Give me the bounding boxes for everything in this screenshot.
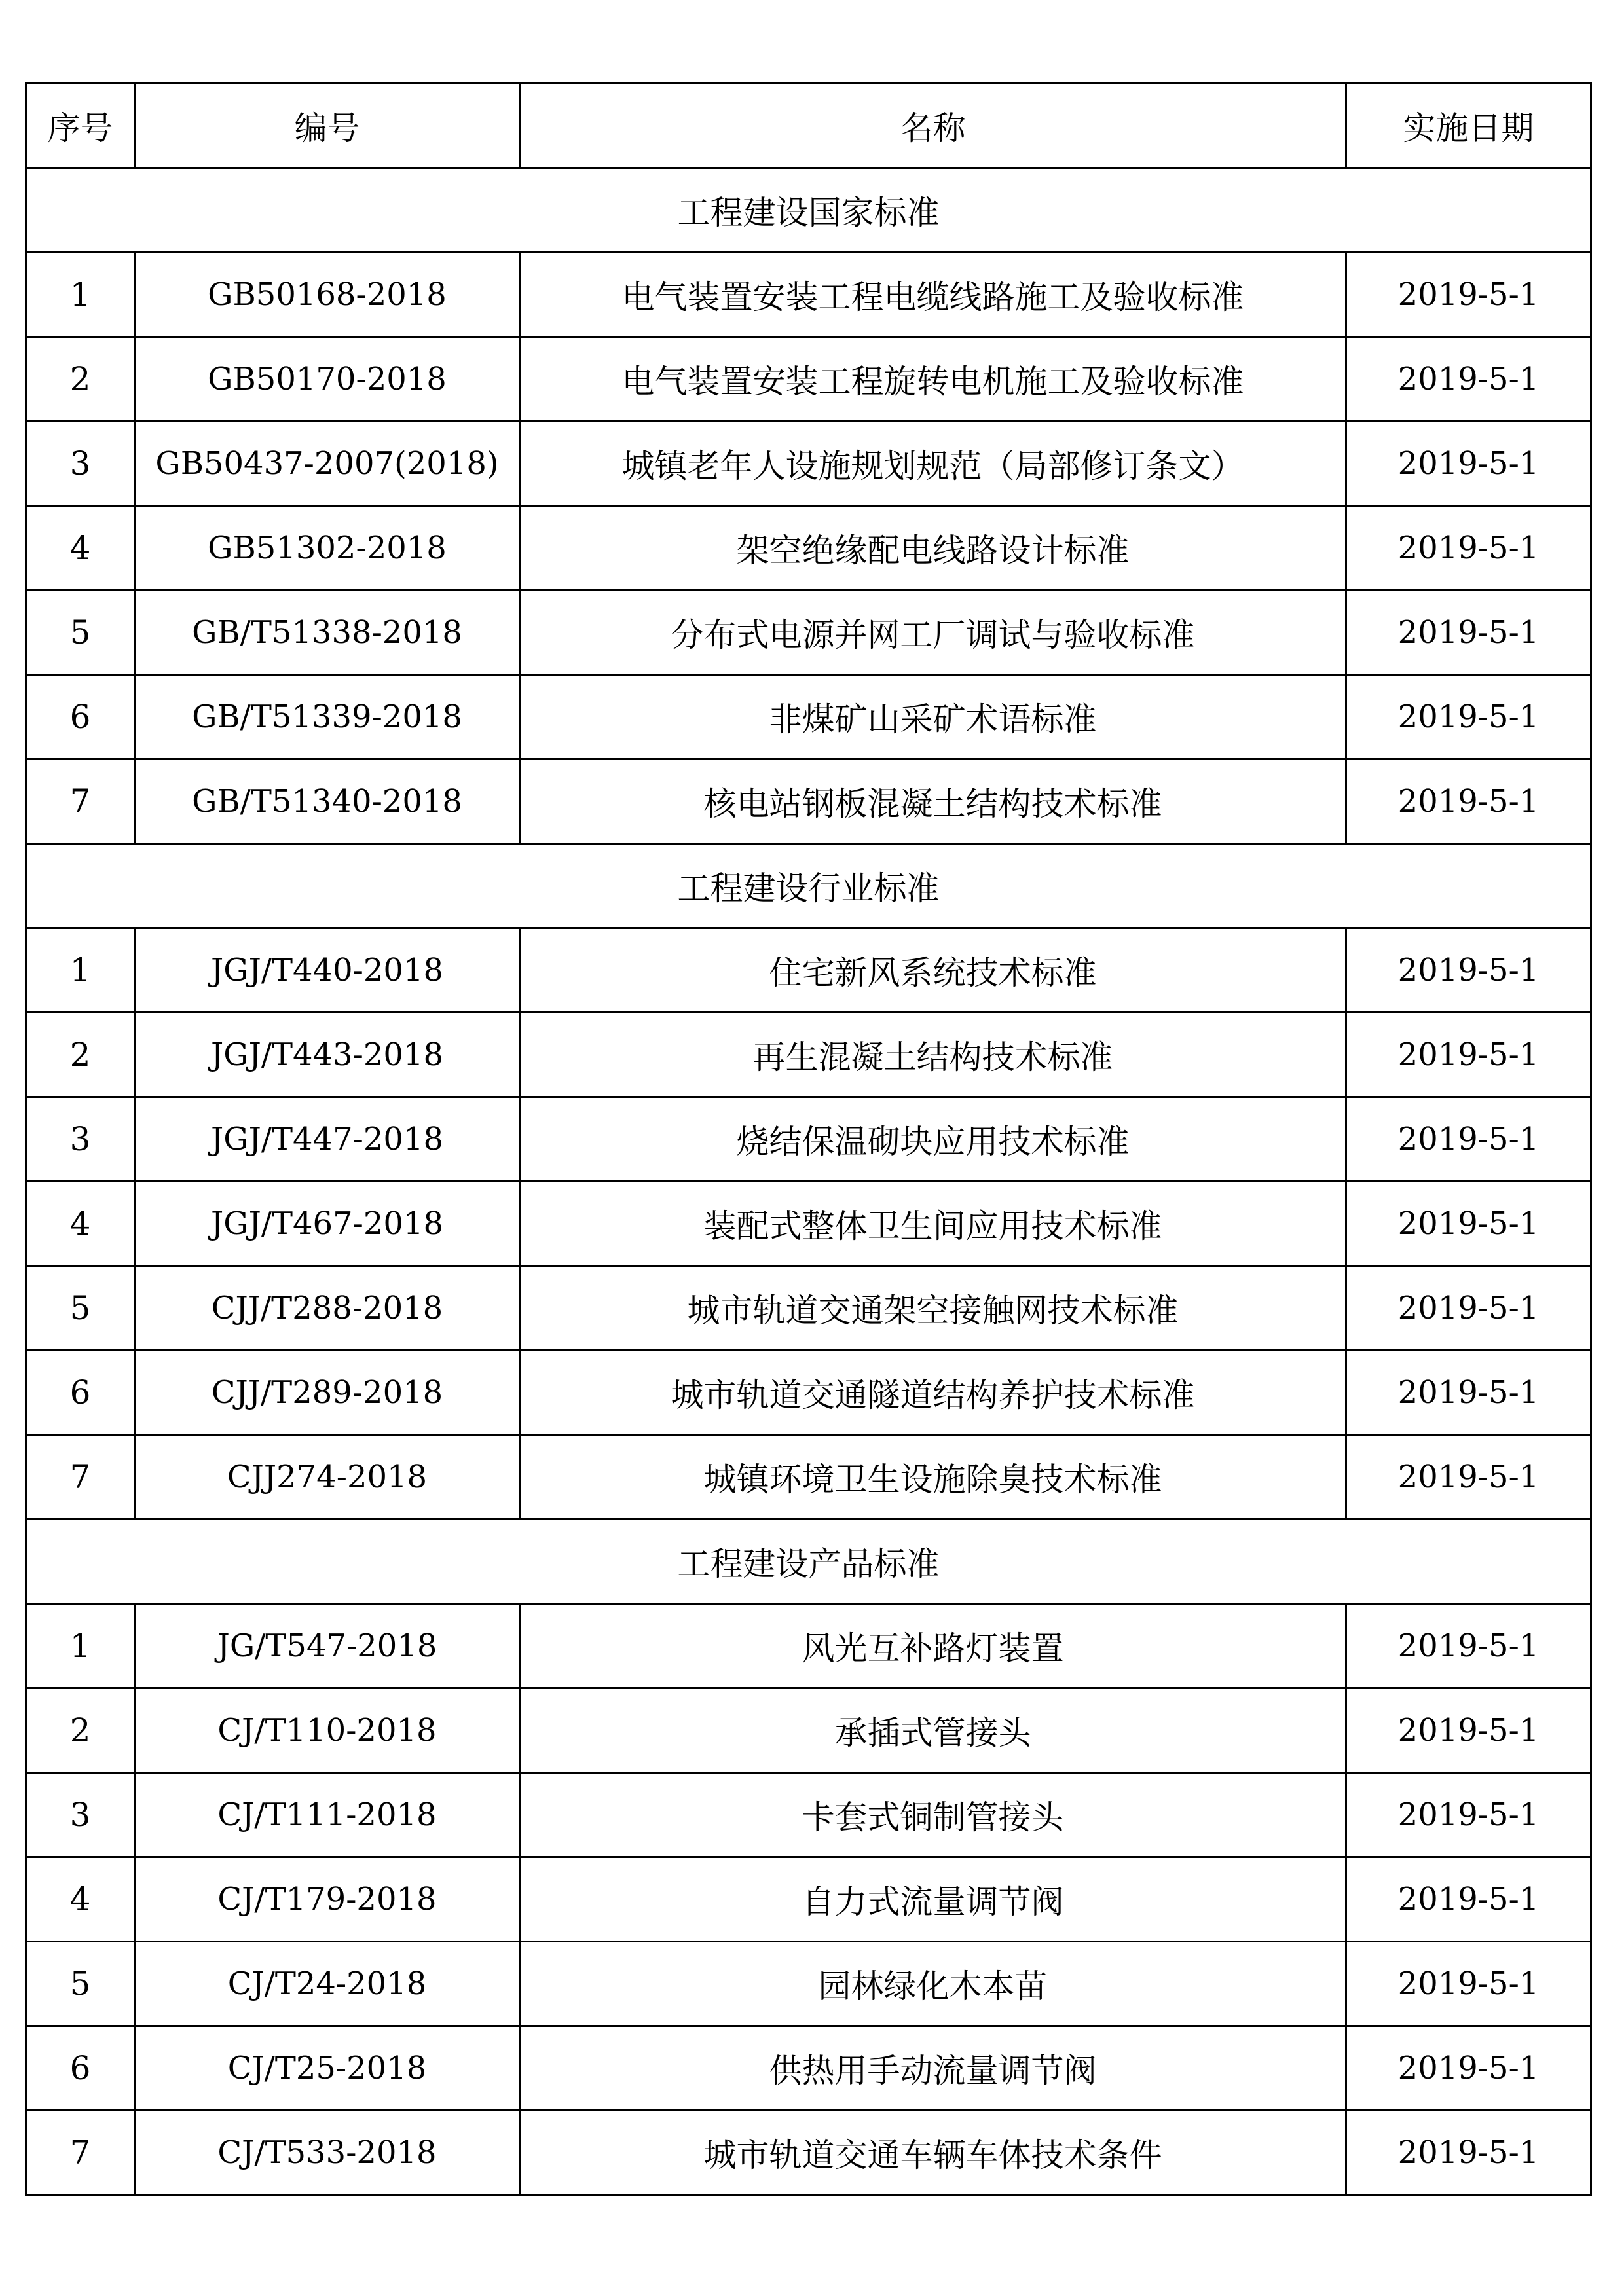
table-row (26, 1688, 1591, 1773)
row-code: GB/T51340-2018 (135, 759, 520, 844)
row-seq: 4 (26, 506, 135, 591)
standards-document (25, 82, 1590, 2196)
table-row (26, 928, 1591, 1013)
table-row (26, 337, 1591, 422)
row-seq: 2 (26, 1013, 135, 1097)
row-date: 2019-5-1 (1346, 1351, 1591, 1435)
row-date: 2019-5-1 (1346, 1604, 1591, 1688)
section-title: 工程建设产品标准 (26, 1520, 1591, 1604)
row-code: JGJ/T447-2018 (135, 1097, 520, 1182)
standards-table (25, 82, 1592, 2196)
table-row (26, 253, 1591, 337)
row-name: 供热用手动流量调节阀 (520, 2026, 1346, 2111)
row-seq: 6 (26, 1351, 135, 1435)
row-name: 卡套式铜制管接头 (520, 1773, 1346, 1857)
row-code: GB51302-2018 (135, 506, 520, 591)
table-row (26, 1182, 1591, 1266)
row-date: 2019-5-1 (1346, 337, 1591, 422)
section-header-row (26, 168, 1591, 253)
row-seq: 5 (26, 1266, 135, 1351)
row-seq: 7 (26, 2111, 135, 2195)
row-date: 2019-5-1 (1346, 1857, 1591, 1942)
table-row (26, 506, 1591, 591)
section-header-row (26, 1520, 1591, 1604)
row-seq: 5 (26, 1942, 135, 2026)
row-date: 2019-5-1 (1346, 1773, 1591, 1857)
row-name: 城镇环境卫生设施除臭技术标准 (520, 1435, 1346, 1520)
row-name: 非煤矿山采矿术语标准 (520, 675, 1346, 759)
section-header-row (26, 844, 1591, 928)
row-name: 核电站钢板混凝土结构技术标准 (520, 759, 1346, 844)
table-row (26, 1773, 1591, 1857)
row-name: 电气装置安装工程旋转电机施工及验收标准 (520, 337, 1346, 422)
row-seq: 2 (26, 337, 135, 422)
row-name: 城市轨道交通隧道结构养护技术标准 (520, 1351, 1346, 1435)
row-name: 分布式电源并网工厂调试与验收标准 (520, 591, 1346, 675)
row-date: 2019-5-1 (1346, 1435, 1591, 1520)
row-name: 再生混凝土结构技术标准 (520, 1013, 1346, 1097)
row-name: 园林绿化木本苗 (520, 1942, 1346, 2026)
row-seq: 4 (26, 1182, 135, 1266)
row-seq: 6 (26, 2026, 135, 2111)
row-name: 自力式流量调节阀 (520, 1857, 1346, 1942)
table-row (26, 675, 1591, 759)
row-date: 2019-5-1 (1346, 1688, 1591, 1773)
row-date: 2019-5-1 (1346, 1097, 1591, 1182)
row-code: JGJ/T443-2018 (135, 1013, 520, 1097)
row-name: 电气装置安装工程电缆线路施工及验收标准 (520, 253, 1346, 337)
table-row (26, 2111, 1591, 2195)
row-date: 2019-5-1 (1346, 2111, 1591, 2195)
header-date: 实施日期 (1346, 84, 1591, 168)
table-row (26, 1857, 1591, 1942)
table-row (26, 1097, 1591, 1182)
row-seq: 5 (26, 591, 135, 675)
row-code: JGJ/T467-2018 (135, 1182, 520, 1266)
row-code: CJ/T25-2018 (135, 2026, 520, 2111)
table-header-row (26, 84, 1591, 168)
table-row (26, 422, 1591, 506)
row-date: 2019-5-1 (1346, 1942, 1591, 2026)
row-code: CJ/T111-2018 (135, 1773, 520, 1857)
table-row (26, 1435, 1591, 1520)
row-date: 2019-5-1 (1346, 591, 1591, 675)
row-code: CJ/T24-2018 (135, 1942, 520, 2026)
row-code: CJJ/T289-2018 (135, 1351, 520, 1435)
row-code: CJ/T533-2018 (135, 2111, 520, 2195)
row-date: 2019-5-1 (1346, 1182, 1591, 1266)
row-code: CJJ/T288-2018 (135, 1266, 520, 1351)
row-code: GB/T51339-2018 (135, 675, 520, 759)
table-row (26, 1351, 1591, 1435)
row-name: 住宅新风系统技术标准 (520, 928, 1346, 1013)
table-row (26, 1266, 1591, 1351)
row-seq: 1 (26, 928, 135, 1013)
row-code: CJ/T110-2018 (135, 1688, 520, 1773)
row-name: 烧结保温砌块应用技术标准 (520, 1097, 1346, 1182)
row-name: 风光互补路灯装置 (520, 1604, 1346, 1688)
row-date: 2019-5-1 (1346, 759, 1591, 844)
row-date: 2019-5-1 (1346, 1013, 1591, 1097)
row-date: 2019-5-1 (1346, 2026, 1591, 2111)
section-title: 工程建设行业标准 (26, 844, 1591, 928)
row-name: 架空绝缘配电线路设计标准 (520, 506, 1346, 591)
row-seq: 3 (26, 422, 135, 506)
row-seq: 7 (26, 1435, 135, 1520)
row-date: 2019-5-1 (1346, 1266, 1591, 1351)
section-title: 工程建设国家标准 (26, 168, 1591, 253)
row-name: 城镇老年人设施规划规范（局部修订条文） (520, 422, 1346, 506)
row-name: 城市轨道交通架空接触网技术标准 (520, 1266, 1346, 1351)
row-name: 城市轨道交通车辆车体技术条件 (520, 2111, 1346, 2195)
row-date: 2019-5-1 (1346, 675, 1591, 759)
row-code: GB50170-2018 (135, 337, 520, 422)
row-date: 2019-5-1 (1346, 506, 1591, 591)
row-code: JG/T547-2018 (135, 1604, 520, 1688)
row-seq: 3 (26, 1773, 135, 1857)
header-code: 编号 (135, 84, 520, 168)
table-row (26, 759, 1591, 844)
row-seq: 4 (26, 1857, 135, 1942)
table-row (26, 591, 1591, 675)
row-seq: 1 (26, 253, 135, 337)
row-date: 2019-5-1 (1346, 253, 1591, 337)
row-code: JGJ/T440-2018 (135, 928, 520, 1013)
table-row (26, 1604, 1591, 1688)
row-seq: 2 (26, 1688, 135, 1773)
row-seq: 6 (26, 675, 135, 759)
row-seq: 7 (26, 759, 135, 844)
table-row (26, 2026, 1591, 2111)
header-name: 名称 (520, 84, 1346, 168)
row-seq: 1 (26, 1604, 135, 1688)
row-date: 2019-5-1 (1346, 422, 1591, 506)
row-code: GB50437-2007(2018) (135, 422, 520, 506)
row-code: GB50168-2018 (135, 253, 520, 337)
row-seq: 3 (26, 1097, 135, 1182)
row-date: 2019-5-1 (1346, 928, 1591, 1013)
table-row (26, 1013, 1591, 1097)
row-code: CJ/T179-2018 (135, 1857, 520, 1942)
row-code: GB/T51338-2018 (135, 591, 520, 675)
table-row (26, 1942, 1591, 2026)
header-seq: 序号 (26, 84, 135, 168)
row-name: 装配式整体卫生间应用技术标准 (520, 1182, 1346, 1266)
row-name: 承插式管接头 (520, 1688, 1346, 1773)
row-code: CJJ274-2018 (135, 1435, 520, 1520)
